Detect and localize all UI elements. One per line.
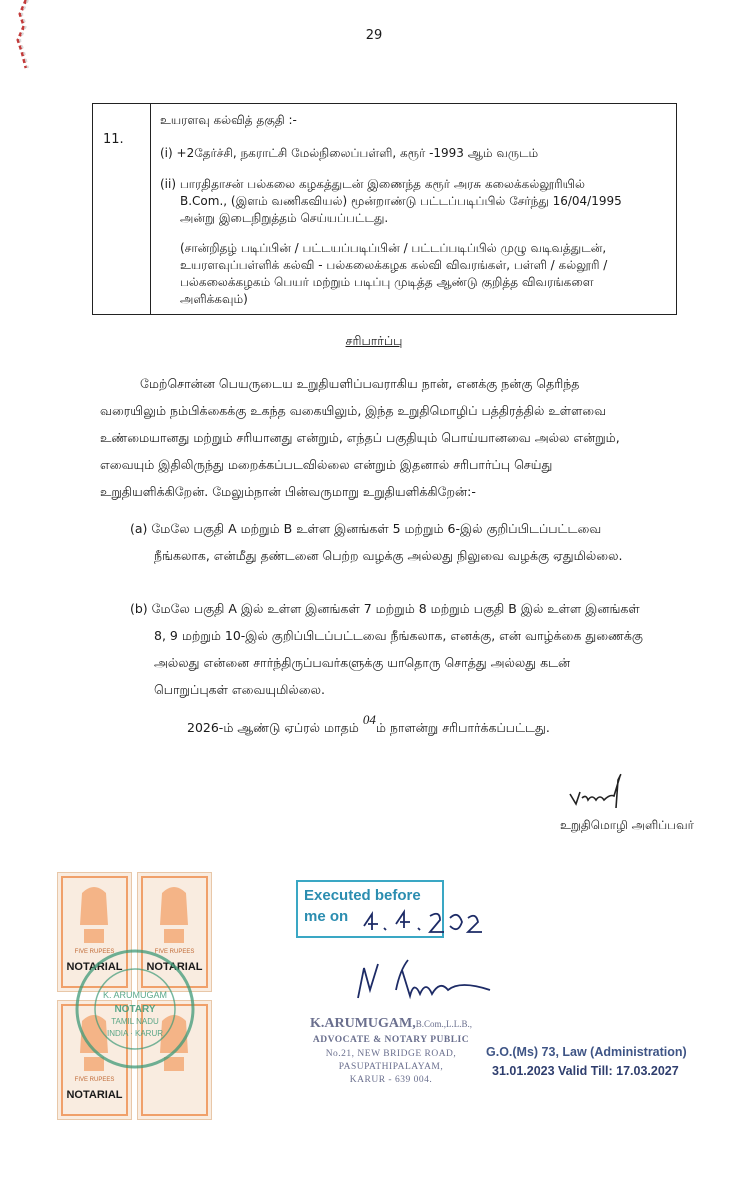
item-number: 11. [103,132,124,147]
stamp-denomination: FIVE RUPEES [154,949,195,955]
notary-name: K.ARUMUGAM, [309,1016,416,1031]
education-instructions [180,240,668,308]
date-text-after: ம் நாளன்று சரிபார்க்கப்பட்டது. [375,720,550,735]
notary-address-line: No.21, NEW BRIDGE ROAD, [325,1049,457,1059]
paragraph-line: உறுதியளிக்கிறேன். மேலும்நான் பின்வருமாறு உறுதியளிக்கிறேன்:- [100,484,476,499]
paragraph-line: எவையும் இதிலிருந்து மறைக்கப்படவில்லை என்றும் இதனால் சரிபார்ப்பு செய்து [100,457,553,472]
stamp-denomination: FIVE RUPEES [74,1077,115,1083]
notary-qualification: B.Com.,L.L.B., [415,1019,473,1029]
executed-line2: me on [304,908,349,925]
clause-b-line: பொறுப்புகள் எவையுமில்லை. [154,682,325,697]
handwritten-day: 04 [362,712,376,727]
notary-address-line: PASUPATHIPALAYAM, [338,1062,444,1072]
item-heading: உயரளவு கல்வித் தகுதி :- [160,113,297,127]
notarial-label: NOTARIAL [66,1089,123,1101]
deponent-signature [566,770,636,814]
point-ii-line: அன்று இடைநிறுத்தம் செய்யப்பட்டது. [180,211,389,225]
clause-b-line: அல்லது என்னை சார்ந்திருப்பவர்களுக்கு யாதொரு சொத்து அல்லது கடன் [154,655,571,670]
education-point-ii [160,176,665,227]
verification-title [0,333,748,350]
clause-a-line: நீங்கலாக, என்மீது தண்டனை பெற்ற வழக்கு அல்லது நிலுவை வழக்கு ஏதுமில்லை. [154,548,623,563]
date-text-before: 2026-ம் ஆண்டு ஏப்ரல் மாதம் [187,720,359,735]
executed-line1: Executed before [304,887,421,904]
notary-validity: 31.01.2023 Valid Till: 17.03.2027 [492,1064,679,1078]
verification-title-text: சரிபார்ப்பு [345,333,403,348]
notary-address-line: KARUR - 639 004. [349,1075,433,1085]
paragraph-line: வரையிலும் நம்பிக்கைக்கு உகந்த வகையிலும், இந்த உறுதிமொழிப் பத்திரத்தில் உள்ளவை [100,403,607,418]
go-reference: G.O.(Ms) 73, Law (Administration) [486,1045,687,1059]
instruction-line: பல்கலைக்கழகம் பெயர் மற்றும் படிப்பு முடித்த ஆண்டு குறித்த விவரங்களை [180,275,594,289]
clause-b [130,595,690,703]
point-ii-line: B.Com., (இளம் வணிகவியல்) மூன்றாண்டு பட்டப்படிப்பில் சேர்ந்து 16/04/1995 [180,194,622,208]
page-number: 29 [365,28,383,43]
notarial-label: NOTARIAL [66,961,123,973]
svg-text:INDIA · KARUR: INDIA · KARUR [106,1029,164,1038]
notary-title: ADVOCATE & NOTARY PUBLIC [312,1035,470,1045]
verification-date-line [187,714,707,741]
svg-text:NOTARY: NOTARY [114,1004,156,1015]
handwritten-execution-date [360,906,490,938]
instruction-line: உயரளவுப்பள்ளிக் கல்வி - பல்கலைக்கழக கல்வி விவரங்கள், பள்ளி / கல்லூரி / [180,258,608,272]
paragraph-line: மேற்சொன்ன பெயருடைய உறுதியளிப்பவராகிய நான், எனக்கு நன்கு தெரிந்த [140,376,580,391]
education-point-i: (i) +2தேர்ச்சி, நகராட்சி மேல்நிலைப்பள்ளி, கரூர் -1993 ஆம் வருடம் [160,146,539,160]
instruction-line: (சான்றிதழ் படிப்பின் / பட்டயப்படிப்பின் / பட்டப்படிப்பில் முழு வடிவத்துடன், [180,241,607,255]
notary-round-seal [72,946,198,1072]
stamp-denomination: FIVE RUPEES [74,949,115,955]
svg-text:K. ARUMUGAM: K. ARUMUGAM [102,990,168,1000]
paragraph-line: உண்மையானது மற்றும் சரியானது என்றும், எந்தப் பகுதியும் பொய்யானவை அல்ல என்றும், [100,430,620,445]
table-divider [150,103,151,315]
notarial-label: NOTARIAL [146,961,203,973]
svg-text:TAMIL NADU: TAMIL NADU [111,1017,159,1026]
clause-a-line: (a) மேலே பகுதி A மற்றும் B உள்ள இனங்கள் 5 மற்றும் 6-இல் குறிப்பிடப்பட்டவை [130,521,602,536]
clause-b-line: 8, 9 மற்றும் 10-இல் குறிப்பிடப்பட்டவை நீங்கலாக, எனக்கு, என் வாழ்க்கை துணைக்கு [154,628,643,643]
notary-signature [350,950,500,1010]
deponent-label: உறுதிமொழி அளிப்பவர் [560,818,694,832]
clause-b-line: (b) மேலே பகுதி A இல் உள்ள இனங்கள் 7 மற்றும் 8 மற்றும் பகுதி B இல் உள்ள இனங்கள் [130,601,640,616]
point-ii-line: (ii) பாரதிதாசன் பல்கலை கழகத்துடன் இணைந்த கரூர் அரசு கலைக்கல்லூரியில் [160,177,585,191]
instruction-line: அளிக்கவும்) [180,292,248,306]
verification-paragraph [100,370,690,505]
notary-name-line [276,1016,506,1032]
clause-a [130,515,690,569]
